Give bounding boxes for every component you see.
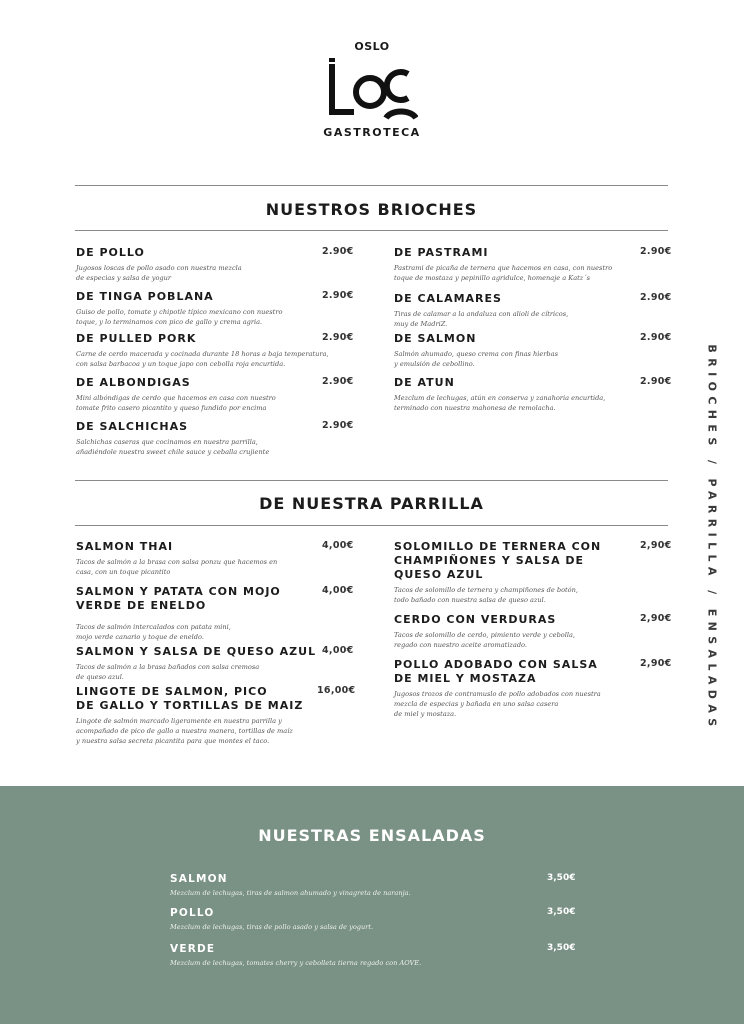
- salads-band: [0, 786, 744, 1024]
- item-price: 2,90€: [640, 540, 672, 551]
- item-description: Jugosos trozos de contramuslo de pollo adobados con nuestra mezcla de especias y bañada en uno salsa casera de miel y mostaza.: [394, 690, 601, 718]
- item-price: 2.90€: [322, 290, 354, 301]
- menu-item: [76, 376, 354, 420]
- item-description: Lingote de salmón marcado ligeramente en nuestra parrilla y acompañado de pico de gallo a nuestra manera, tortillas de maíz y nuestra salsa secreta picantita para que montes el taco.: [76, 717, 293, 745]
- item-description: Tacos de salmón a la brasa bañados con salsa cremosa de queso azul.: [76, 663, 260, 681]
- menu-item: [76, 420, 354, 464]
- item-description: Salchichas caseras que cocinamos en nuestra parrilla, añadiéndole nuestra sweet chile sauce y ceballa crujiente: [76, 438, 270, 456]
- divider: [75, 230, 668, 231]
- item-name: DE POLLO: [76, 246, 145, 259]
- item-name: POLLO ADOBADO CON SALSA DE MIEL Y MOSTAZA: [394, 658, 598, 685]
- divider: [75, 185, 668, 186]
- item-price: 3,50€: [547, 873, 576, 883]
- item-description: Tacos de salmón a la brasa con salsa ponzu que hacemos en casa, con un toque picantito: [76, 558, 278, 576]
- item-description: Pastrami de picaña de ternera que hacemos en casa, con nuestro toque de mostaza y pepinillo agridulce, homenaje a Katz´s: [394, 264, 613, 282]
- item-description: Jugosos loscas de pollo asado con nuestra mezcla de especias y salsa de yogur: [76, 264, 242, 282]
- menu-item: [394, 376, 672, 420]
- item-price: 4,00€: [322, 645, 354, 656]
- item-price: 2,90€: [640, 658, 672, 669]
- brioches-left-column: [76, 246, 354, 464]
- logo-mark-icon: [326, 56, 418, 122]
- divider: [75, 525, 668, 526]
- parrilla-right-column: [394, 540, 672, 728]
- section-title-brioches: NUESTROS BRIOCHES: [265, 200, 478, 219]
- salad-item: [170, 907, 580, 931]
- menu-item: [394, 332, 672, 376]
- item-description: Mini albóndigas de cerdo que hacemos en casa con nuestro tomate frito casero picantito y queso fundido por encima: [76, 394, 276, 412]
- menu-item: [76, 645, 354, 685]
- item-name: DE TINGA POBLANA: [76, 290, 214, 303]
- menu-item: [76, 246, 354, 290]
- item-price: 2.90€: [640, 246, 672, 257]
- salad-item: [170, 943, 580, 967]
- item-price: 2.90€: [322, 246, 354, 257]
- item-name: CERDO CON VERDURAS: [394, 613, 557, 626]
- parrilla-left-column: [76, 540, 356, 751]
- item-price: 4,00€: [322, 540, 354, 551]
- item-price: 16,00€: [317, 685, 356, 696]
- menu-item: [76, 685, 356, 751]
- section-title-parrilla: DE NUESTRA PARRILLA: [259, 494, 484, 513]
- section-title-ensaladas: NUESTRAS ENSALADAS: [258, 826, 486, 845]
- menu-item: [394, 540, 672, 613]
- item-name: DE CALAMARES: [394, 292, 502, 305]
- brioches-right-column: [394, 246, 672, 420]
- item-price: 2.90€: [640, 376, 672, 387]
- item-price: 2.90€: [322, 376, 354, 387]
- item-description: Mezclum de lechugas, atún en conserva y zanahoria encurtida, terminado con nuestra mahonesa de remolacha.: [394, 394, 606, 412]
- logo-top-text: OSLO: [354, 40, 390, 53]
- item-description: Tiras de calamar a la andaluza con alioli de cítricos, muy de MadriZ.: [394, 310, 569, 328]
- item-name: SALMON Y SALSA DE QUESO AZUL: [76, 645, 317, 658]
- divider: [75, 480, 668, 481]
- menu-item: [76, 585, 354, 645]
- item-price: 2.90€: [640, 292, 672, 303]
- salad-item: [170, 873, 580, 897]
- item-description: Mezclum de lechugas, tomates cherry y cebolleta tierna regado con AOVE.: [170, 959, 422, 967]
- menu-item: [394, 292, 672, 332]
- item-price: 2.90€: [640, 332, 672, 343]
- item-name: DE ATUN: [394, 376, 455, 389]
- side-section-label: BRIOCHES / PARRILLA / ENSALADAS: [705, 344, 719, 732]
- item-description: Salmón ahumado, queso crema con finas hierbas y emulsión de cebollino.: [394, 350, 558, 368]
- item-description: Tacos de solomillo de ternera y champiñones de botón, todo bañado con nuestra salsa de queso azul.: [394, 586, 578, 604]
- item-price: 2,90€: [640, 613, 672, 624]
- menu-item: [394, 613, 672, 658]
- item-price: 3,50€: [547, 943, 576, 953]
- item-name: VERDE: [170, 943, 216, 955]
- item-price: 4,00€: [322, 585, 354, 596]
- menu-item: [76, 540, 354, 585]
- item-name: DE ALBONDIGAS: [76, 376, 191, 389]
- menu-item: [76, 290, 354, 332]
- item-description: Mezclum de lechugas, tiras de pollo asado y salsa de yogurt.: [170, 923, 374, 931]
- brand-logo: [312, 40, 432, 140]
- menu-item: [76, 332, 354, 376]
- item-price: 2.90€: [322, 420, 354, 431]
- item-name: SOLOMILLO DE TERNERA CON CHAMPIÑONES Y SALSA DE QUESO AZUL: [394, 540, 602, 581]
- menu-item: [394, 658, 672, 728]
- item-name: DE SALCHICHAS: [76, 420, 189, 433]
- item-description: Carne de cerdo macerada y cocinada durante 18 horas a baja temperatura, con salsa barbacoa y un toque japo con cebolla roja encurtida.: [76, 350, 329, 368]
- logo-bottom-text: GASTROTECA: [323, 126, 421, 139]
- item-description: Tacos de solomillo de cerdo, pimiento verde y cebolla, regado con nuestro aceite aromatizado.: [394, 631, 576, 649]
- item-description: Mezclum de lechugas, tiras de salmon ahumado y vinagreta de naranja.: [170, 889, 411, 897]
- item-price: 3,50€: [547, 907, 576, 917]
- item-name: POLLO: [170, 907, 215, 919]
- item-description: Guiso de pollo, tomate y chipotle típico mexicano con nuestro toque, y lo terminamos con pico de gallo y crema agria.: [76, 308, 283, 326]
- item-name: SALMON Y PATATA CON MOJO VERDE DE ENELDO: [76, 585, 281, 612]
- item-price: 2.90€: [322, 332, 354, 343]
- item-name: SALMON THAI: [76, 540, 174, 553]
- item-name: DE PASTRAMI: [394, 246, 489, 259]
- item-name: LINGOTE DE SALMON, PICO DE GALLO Y TORTILLAS DE MAIZ: [76, 685, 304, 712]
- item-description: Tacos de salmón intercalados con patata mini, mojo verde canario y toque de eneldo.: [76, 623, 231, 641]
- item-name: DE PULLED PORK: [76, 332, 197, 345]
- menu-item: [394, 246, 672, 292]
- item-name: SALMON: [170, 873, 228, 885]
- item-name: DE SALMON: [394, 332, 477, 345]
